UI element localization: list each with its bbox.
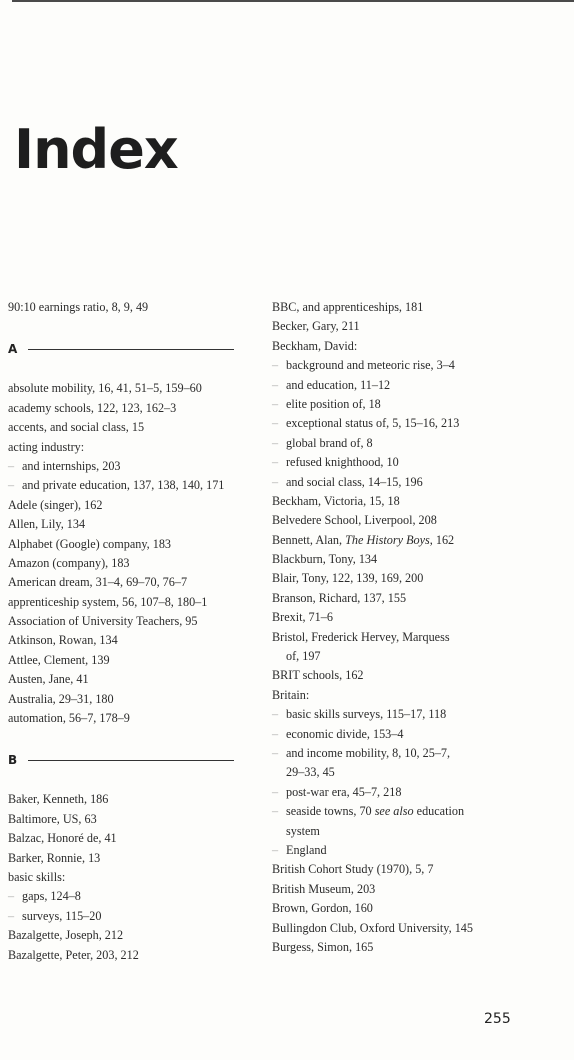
- index-entry: Attlee, Clement, 139: [8, 652, 110, 667]
- index-subentry: – post-war era, 45–7, 218: [272, 783, 562, 802]
- index-entry: accents, and social class, 15: [8, 420, 145, 435]
- index-subentry: – refused knighthood, 10: [272, 453, 562, 472]
- section-header-a: [8, 339, 268, 359]
- see-also: see also: [374, 804, 414, 819]
- page-number: 255: [484, 1011, 511, 1027]
- section-header-b: [8, 750, 268, 770]
- index-entry: 90:10 earnings ratio, 8, 9, 49: [8, 300, 149, 314]
- index-subentry: – and internships, 203: [8, 457, 268, 476]
- index-entry: Baker, Kenneth, 186: [8, 792, 109, 807]
- top-rule: [12, 0, 574, 2]
- section-letter: A: [8, 342, 18, 357]
- index-entry: Bazalgette, Joseph, 212: [8, 928, 124, 943]
- index-entry: British Museum, 203: [272, 881, 376, 896]
- index-entry: academy schools, 122, 123, 162–3: [8, 400, 177, 415]
- index-column-right: [272, 298, 562, 957]
- index-entry: Blackburn, Tony, 134: [272, 552, 378, 567]
- index-subentry: – gaps, 124–8: [8, 887, 268, 906]
- index-subentry: [272, 802, 562, 821]
- index-entry: Bristol, Frederick Hervey, Marquess: [272, 629, 450, 644]
- index-subentry: – and social class, 14–15, 196: [272, 473, 562, 492]
- index-entry: Allen, Lily, 134: [8, 517, 86, 532]
- index-entry: Amazon (company), 183: [8, 555, 130, 570]
- page-title: Index: [14, 118, 178, 181]
- index-entry: Beckham, David:: [272, 338, 358, 353]
- index-entry: Australia, 29–31, 180: [8, 691, 114, 706]
- index-entry: Association of University Teachers, 95: [8, 614, 198, 629]
- index-entry: automation, 56–7, 178–9: [8, 711, 130, 726]
- index-entry: British Cohort Study (1970), 5, 7: [272, 862, 434, 877]
- index-entry: [272, 531, 562, 550]
- index-entry: Belvedere School, Liverpool, 208: [272, 513, 437, 528]
- index-entry: BRIT schools, 162: [272, 668, 364, 683]
- section-rule: [28, 760, 234, 761]
- index-entry: Austen, Jane, 41: [8, 672, 89, 687]
- index-subentry: – and income mobility, 8, 10, 25–7,: [272, 744, 562, 763]
- entry-text: education: [413, 804, 465, 819]
- index-entry: Brexit, 71–6: [272, 610, 333, 625]
- index-entry: Bazalgette, Peter, 203, 212: [8, 947, 139, 962]
- index-entry: Brown, Gordon, 160: [272, 901, 373, 916]
- index-entry: Baltimore, US, 63: [8, 811, 97, 826]
- section-rule: [28, 349, 234, 350]
- index-entry: basic skills:: [8, 869, 66, 884]
- index-entry: Blair, Tony, 122, 139, 169, 200: [272, 571, 424, 586]
- index-entry: Becker, Gary, 211: [272, 319, 360, 334]
- index-subentry: – global brand of, 8: [272, 434, 562, 453]
- index-entry: Britain:: [272, 687, 310, 702]
- index-entry: acting industry:: [8, 439, 85, 454]
- index-entry: Alphabet (Google) company, 183: [8, 536, 172, 551]
- entry-text: Bennett, Alan,: [272, 532, 346, 547]
- index-subentry: – economic divide, 153–4: [272, 725, 562, 744]
- index-subentry: – and private education, 137, 138, 140, 171: [8, 476, 268, 495]
- index-entry: Bullingdon Club, Oxford University, 145: [272, 920, 473, 935]
- index-entry: Beckham, Victoria, 15, 18: [272, 493, 400, 508]
- index-entry-continuation: system: [286, 823, 320, 838]
- index-subentry: – and education, 11–12: [272, 376, 562, 395]
- index-entry: Atkinson, Rowan, 134: [8, 633, 118, 648]
- index-entry: American dream, 31–4, 69–70, 76–7: [8, 575, 188, 590]
- book-title: The History Boys: [345, 532, 430, 547]
- entry-text: seaside towns, 70: [286, 804, 375, 819]
- index-entry: BBC, and apprenticeships, 181: [272, 300, 424, 314]
- index-entry: apprenticeship system, 56, 107–8, 180–1: [8, 594, 208, 609]
- index-column-left: [8, 298, 268, 965]
- index-subentry: – basic skills surveys, 115–17, 118: [272, 705, 562, 724]
- index-entry-continuation: 29–33, 45: [286, 765, 335, 780]
- index-entry: Balzac, Honoré de, 41: [8, 831, 117, 846]
- index-entry: Adele (singer), 162: [8, 497, 103, 512]
- index-subentry: – England: [272, 841, 562, 860]
- index-subentry: – surveys, 115–20: [8, 907, 268, 926]
- index-entry: Barker, Ronnie, 13: [8, 850, 101, 865]
- index-entry-continuation: of, 197: [286, 649, 321, 664]
- index-entry: Burgess, Simon, 165: [272, 939, 374, 954]
- index-subentry: – background and meteoric rise, 3–4: [272, 356, 562, 375]
- index-subentry: – exceptional status of, 5, 15–16, 213: [272, 414, 562, 433]
- index-entry: Branson, Richard, 137, 155: [272, 590, 407, 605]
- section-letter: B: [8, 753, 18, 768]
- index-subentry: – elite position of, 18: [272, 395, 562, 414]
- index-entry: absolute mobility, 16, 41, 51–5, 159–60: [8, 381, 202, 396]
- entry-pages: , 162: [429, 532, 455, 547]
